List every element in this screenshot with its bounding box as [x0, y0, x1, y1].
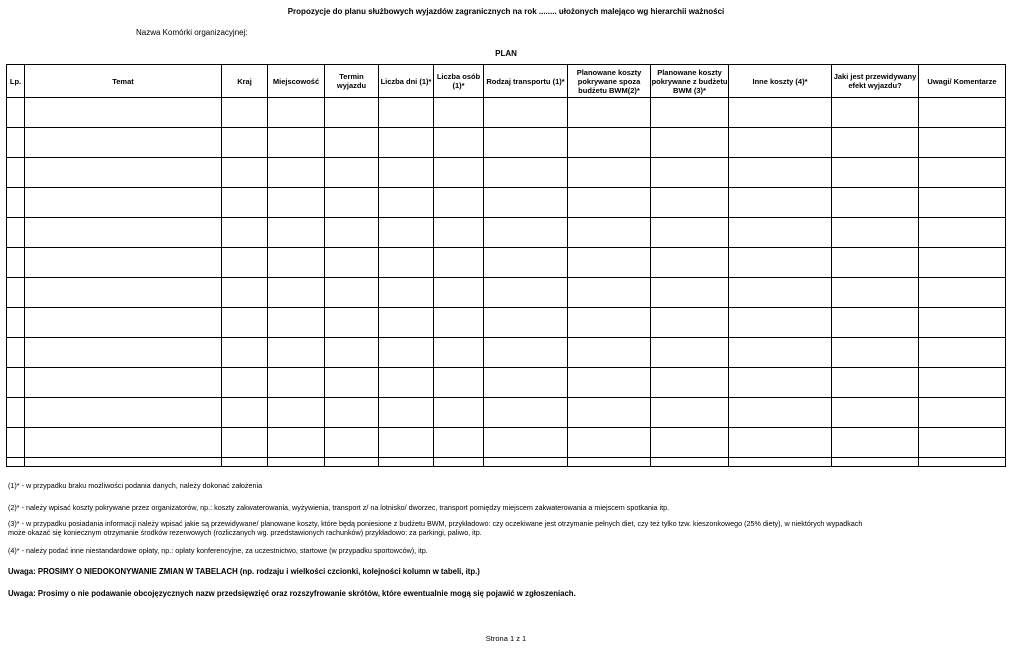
table-cell[interactable] — [729, 428, 832, 458]
table-cell[interactable] — [268, 338, 325, 368]
table-cell[interactable] — [7, 128, 25, 158]
table-cell[interactable] — [651, 458, 729, 467]
table-cell[interactable] — [434, 398, 484, 428]
table-cell[interactable] — [325, 308, 379, 338]
table-cell[interactable] — [832, 308, 919, 338]
table-cell[interactable] — [222, 308, 268, 338]
plan-heading: PLAN — [495, 49, 517, 58]
table-cell[interactable] — [832, 398, 919, 428]
table-cell[interactable] — [568, 188, 651, 218]
header-inne-koszty: Inne koszty (4)* — [729, 65, 832, 98]
table-row — [7, 218, 1006, 248]
table-row — [7, 428, 1006, 458]
table-cell[interactable] — [7, 98, 25, 128]
table-row — [7, 248, 1006, 278]
table-cell[interactable] — [832, 248, 919, 278]
table-cell[interactable] — [651, 368, 729, 398]
table-cell[interactable] — [832, 458, 919, 467]
header-liczba-osob: Liczba osób (1)* — [434, 65, 484, 98]
header-rodzaj-transportu: Rodzaj transportu (1)* — [484, 65, 568, 98]
table-cell[interactable] — [379, 368, 434, 398]
table-cell[interactable] — [7, 398, 25, 428]
table-cell[interactable] — [25, 398, 222, 428]
table-cell[interactable] — [729, 398, 832, 428]
table-cell[interactable] — [434, 188, 484, 218]
table-cell[interactable] — [484, 128, 568, 158]
table-cell[interactable] — [222, 368, 268, 398]
table-cell[interactable] — [484, 98, 568, 128]
table-cell[interactable] — [434, 338, 484, 368]
table-cell[interactable] — [568, 428, 651, 458]
table-cell[interactable] — [325, 128, 379, 158]
table-cell[interactable] — [919, 128, 1006, 158]
header-uwagi: Uwagi/ Komentarze — [919, 65, 1006, 98]
table-cell[interactable] — [484, 368, 568, 398]
table-cell[interactable] — [268, 218, 325, 248]
table-cell[interactable] — [379, 248, 434, 278]
table-cell[interactable] — [7, 338, 25, 368]
table-cell[interactable] — [729, 158, 832, 188]
header-miejscowosc: Miejscowość — [268, 65, 325, 98]
table-cell[interactable] — [25, 368, 222, 398]
footnote-3-line-2: może okazać się koniecznym otrzymanie środków rezerwowych (rozliczanych wg. przedstawionych rachunków) przykładowo: za parkingi, paliwo, itp. — [8, 528, 482, 537]
table-cell[interactable] — [25, 98, 222, 128]
table-cell[interactable] — [484, 308, 568, 338]
table-row — [7, 128, 1006, 158]
table-cell[interactable] — [379, 278, 434, 308]
table-cell[interactable] — [568, 128, 651, 158]
table-header-row — [7, 65, 1006, 98]
table-cell[interactable] — [651, 188, 729, 218]
table-cell[interactable] — [568, 458, 651, 467]
table-cell[interactable] — [325, 398, 379, 428]
table-cell[interactable] — [568, 278, 651, 308]
table-cell[interactable] — [379, 128, 434, 158]
table-cell[interactable] — [379, 398, 434, 428]
table-cell[interactable] — [832, 158, 919, 188]
table-cell[interactable] — [484, 248, 568, 278]
table-cell[interactable] — [434, 248, 484, 278]
table-cell[interactable] — [325, 458, 379, 467]
table-cell[interactable] — [651, 158, 729, 188]
table-cell[interactable] — [25, 428, 222, 458]
table-cell[interactable] — [651, 128, 729, 158]
table-cell[interactable] — [484, 188, 568, 218]
table-cell[interactable] — [832, 428, 919, 458]
table-cell[interactable] — [651, 338, 729, 368]
table-cell[interactable] — [222, 248, 268, 278]
table-cell[interactable] — [832, 278, 919, 308]
table-cell[interactable] — [268, 98, 325, 128]
table-cell[interactable] — [268, 368, 325, 398]
table-cell[interactable] — [729, 98, 832, 128]
table-cell[interactable] — [919, 278, 1006, 308]
table-cell[interactable] — [7, 458, 25, 467]
table-cell[interactable] — [7, 248, 25, 278]
table-row — [7, 188, 1006, 218]
table-cell[interactable] — [651, 398, 729, 428]
table-cell[interactable] — [832, 128, 919, 158]
footnote-4: (4)* - należy podać inne niestandardowe opłaty, np.: opłaty konferencyjne, za uczestnictwo, startowe (w przypadku sportowców), itp. — [8, 546, 428, 555]
table-cell[interactable] — [832, 368, 919, 398]
table-cell[interactable] — [729, 218, 832, 248]
table-cell[interactable] — [25, 308, 222, 338]
header-termin: Termin wyjazdu — [325, 65, 379, 98]
table-row — [7, 398, 1006, 428]
table-cell[interactable] — [919, 248, 1006, 278]
table-cell[interactable] — [268, 428, 325, 458]
table-cell[interactable] — [268, 278, 325, 308]
table-cell[interactable] — [7, 218, 25, 248]
warning-no-foreign-names: Uwaga: Prosimy o nie podawanie obcojęzycznych nazw przedsięwzięć oraz rozszyfrowanie skrótów, które ewentualnie mogą się pojawić w zgłoszeniach. — [8, 589, 576, 598]
table-cell[interactable] — [7, 368, 25, 398]
table-cell[interactable] — [919, 98, 1006, 128]
table-cell[interactable] — [729, 308, 832, 338]
table-cell[interactable] — [325, 368, 379, 398]
unit-name-label: Nazwa Komórki organizacyjnej: — [136, 28, 248, 37]
table-row — [7, 338, 1006, 368]
table-cell[interactable] — [7, 188, 25, 218]
table-cell[interactable] — [25, 218, 222, 248]
table-row — [7, 278, 1006, 308]
table-cell[interactable] — [434, 98, 484, 128]
table-cell[interactable] — [568, 338, 651, 368]
table-cell[interactable] — [484, 338, 568, 368]
table-cell[interactable] — [325, 428, 379, 458]
table-cell[interactable] — [25, 188, 222, 218]
table-cell[interactable] — [919, 338, 1006, 368]
table-cell[interactable] — [25, 338, 222, 368]
table-cell[interactable] — [25, 128, 222, 158]
table-cell[interactable] — [919, 158, 1006, 188]
table-cell[interactable] — [919, 458, 1006, 467]
table-cell[interactable] — [379, 338, 434, 368]
table-cell[interactable] — [7, 308, 25, 338]
table-cell[interactable] — [25, 248, 222, 278]
table-cell[interactable] — [484, 398, 568, 428]
table-cell[interactable] — [325, 98, 379, 128]
table-cell[interactable] — [325, 248, 379, 278]
table-cell[interactable] — [484, 458, 568, 467]
table-cell[interactable] — [25, 278, 222, 308]
table-row — [7, 158, 1006, 188]
table-cell[interactable] — [484, 218, 568, 248]
table-cell[interactable] — [325, 158, 379, 188]
table-row — [7, 308, 1006, 338]
table-cell[interactable] — [222, 428, 268, 458]
table-cell[interactable] — [325, 218, 379, 248]
footnote-1: (1)* - w przypadku braku możliwości podania danych, należy dokonać założenia — [8, 481, 263, 490]
table-cell[interactable] — [729, 368, 832, 398]
table-cell[interactable] — [919, 428, 1006, 458]
table-cell[interactable] — [379, 158, 434, 188]
table-cell[interactable] — [568, 158, 651, 188]
table-cell[interactable] — [729, 338, 832, 368]
footnote-3 — [8, 519, 862, 537]
table-cell[interactable] — [919, 308, 1006, 338]
table-cell[interactable] — [222, 278, 268, 308]
header-efekt-wyjazdu: Jaki jest przewidywany efekt wyjazdu? — [832, 65, 919, 98]
table-cell[interactable] — [484, 278, 568, 308]
table-cell[interactable] — [379, 458, 434, 467]
table-cell[interactable] — [379, 188, 434, 218]
header-koszty-spoza-bwm: Planowane koszty pokrywane spoza budżetu BWM(2)* — [568, 65, 651, 98]
table-cell[interactable] — [832, 218, 919, 248]
footnote-2: (2)* - należy wpisać koszty pokrywane przez organizatorów, np.: koszty zakwaterowania, wyżywienia, transport z/ na lotnisko/ dworzec, transport pomiędzy miejscem zakwaterowania a miejscem spotkania itp. — [8, 503, 670, 512]
table-cell[interactable] — [568, 308, 651, 338]
table-cell[interactable] — [25, 458, 222, 467]
table-cell[interactable] — [7, 158, 25, 188]
table-cell[interactable] — [434, 278, 484, 308]
plan-table — [6, 64, 1006, 467]
table-cell[interactable] — [379, 428, 434, 458]
table-cell[interactable] — [729, 278, 832, 308]
table-cell[interactable] — [325, 278, 379, 308]
table-cell[interactable] — [434, 458, 484, 467]
table-row — [7, 368, 1006, 398]
table-cell[interactable] — [434, 128, 484, 158]
table-cell[interactable] — [222, 338, 268, 368]
table-cell[interactable] — [379, 98, 434, 128]
header-temat: Temat — [25, 65, 222, 98]
table-cell[interactable] — [434, 218, 484, 248]
table-cell[interactable] — [919, 218, 1006, 248]
page-number: Strona 1 z 1 — [485, 634, 527, 643]
table-cell[interactable] — [434, 368, 484, 398]
warning-no-changes: Uwaga: PROSIMY O NIEDOKONYWANIE ZMIAN W TABELACH (np. rodzaju i wielkości czcionki, kolejności kolumn w tabeli, itp.) — [8, 567, 480, 576]
table-cell[interactable] — [568, 368, 651, 398]
table-cell[interactable] — [651, 428, 729, 458]
table-cell[interactable] — [268, 158, 325, 188]
table-cell[interactable] — [568, 98, 651, 128]
table-cell[interactable] — [651, 248, 729, 278]
table-cell[interactable] — [268, 458, 325, 467]
table-cell[interactable] — [325, 188, 379, 218]
table-cell[interactable] — [7, 428, 25, 458]
table-cell[interactable] — [268, 188, 325, 218]
table-cell[interactable] — [919, 188, 1006, 218]
table-cell[interactable] — [729, 188, 832, 218]
table-cell[interactable] — [832, 98, 919, 128]
table-cell[interactable] — [832, 338, 919, 368]
table-cell[interactable] — [379, 218, 434, 248]
table-cell[interactable] — [434, 308, 484, 338]
table-cell[interactable] — [222, 458, 268, 467]
table-cell[interactable] — [434, 158, 484, 188]
table-cell[interactable] — [729, 458, 832, 467]
table-cell[interactable] — [484, 158, 568, 188]
table-cell[interactable] — [919, 368, 1006, 398]
table-cell[interactable] — [434, 428, 484, 458]
table-cell[interactable] — [651, 278, 729, 308]
header-koszty-z-bwm: Planowane koszty pokrywane z budżetu BWM (3)* — [651, 65, 729, 98]
table-row — [7, 458, 1006, 467]
table-cell[interactable] — [268, 308, 325, 338]
table-cell[interactable] — [729, 128, 832, 158]
table-cell[interactable] — [919, 398, 1006, 428]
table-row — [7, 98, 1006, 128]
table-cell[interactable] — [268, 248, 325, 278]
header-kraj: Kraj — [222, 65, 268, 98]
document-title: Propozycje do planu służbowych wyjazdów zagranicznych na rok ........ ułożonych malejąco wg hierarchii ważności — [287, 7, 725, 16]
table-cell[interactable] — [222, 128, 268, 158]
table-cell[interactable] — [222, 218, 268, 248]
footnote-3-line-1: (3)* - w przypadku posiadania informacji należy wpisać jakie są przewidywane/ planowane koszty, które będą poniesione z budżetu BWM, przykładowo: czy oczekiwane jest otrzymanie pełnych diet, czy też tylko tzw. kieszonkowego (25% diety), w niektórych wypadkach — [8, 519, 863, 528]
table-cell[interactable] — [568, 248, 651, 278]
table-cell[interactable] — [568, 218, 651, 248]
table-cell[interactable] — [222, 188, 268, 218]
table-cell[interactable] — [7, 278, 25, 308]
table-cell[interactable] — [25, 158, 222, 188]
table-cell[interactable] — [268, 128, 325, 158]
table-cell[interactable] — [268, 398, 325, 428]
table-cell[interactable] — [325, 338, 379, 368]
table-cell[interactable] — [222, 98, 268, 128]
table-cell[interactable] — [379, 308, 434, 338]
table-cell[interactable] — [484, 428, 568, 458]
table-cell[interactable] — [222, 158, 268, 188]
header-lp: Lp. — [7, 65, 25, 98]
table-cell[interactable] — [651, 218, 729, 248]
table-cell[interactable] — [729, 248, 832, 278]
table-cell[interactable] — [568, 398, 651, 428]
table-cell[interactable] — [222, 398, 268, 428]
table-cell[interactable] — [832, 188, 919, 218]
table-cell[interactable] — [651, 98, 729, 128]
header-liczba-dni: Liczba dni (1)* — [379, 65, 434, 98]
table-cell[interactable] — [651, 308, 729, 338]
